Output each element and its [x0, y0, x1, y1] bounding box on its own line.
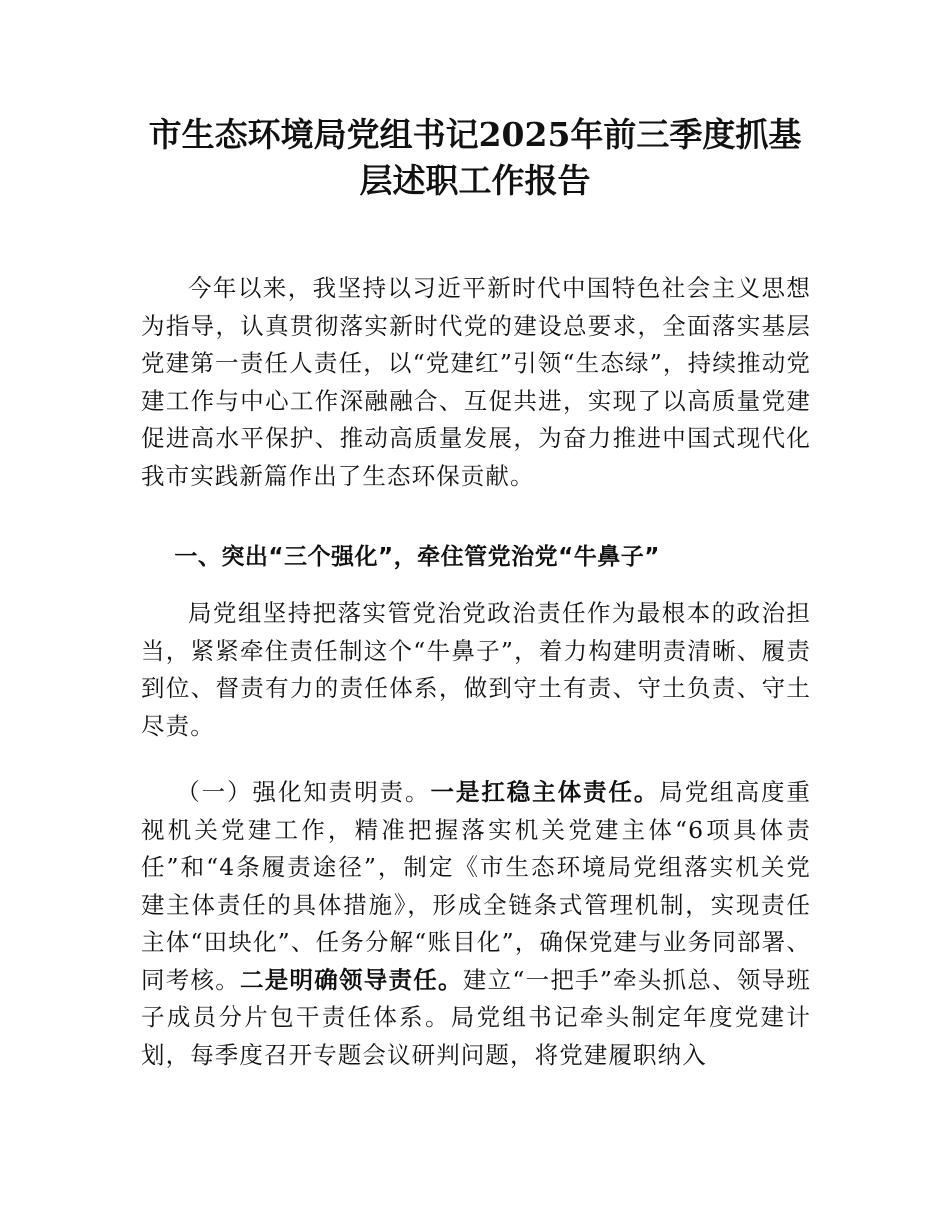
point-1-heading: 一是扛稳主体责任。 [430, 778, 660, 806]
point-1-text: 局党组高度重视机关党建工作，精准把握落实机关党建主体“6项具体责任”和“4条履责途径”，制定《市生态环境局党组落实机关党建主体责任的具体措施》，形成全链条式管理机制，实现责任主体“田块化”、任务分解“账目化”，确保党建与业务同部署、同考核。 [141, 778, 812, 994]
document-title [120, 112, 830, 204]
point-2-text: 建立“一把手”牵头抓总、领导班子成员分片包干责任体系。局党组书记牵头制定年度党建计划，每季度召开专题会议研判问题，将党建履职纳入 [141, 965, 811, 1069]
section-heading-1: 一、突出“三个强化”，牵住管党治党“牛鼻子” [174, 544, 660, 570]
subsection-label: （一）强化知责明责。 [176, 778, 431, 806]
intro-paragraph: 今年以来，我坚持以习近平新时代中国特色社会主义思想为指导，认真贯彻落实新时代党的建设总要求，全面落实基层党建第一责任人责任，以“党建红”引领“生态绿”，持续推动党建工作与中心工作深融融合、互促共进，实现了以高质量党建促进高水平保护、推动高质量发展，为奋力推进中国式现代化我市实践新篇作出了生态环保贡献。 [141, 274, 811, 490]
title-line-2: 层述职工作报告 [359, 161, 591, 200]
section-1-paragraph: 局党组坚持把落实管党治党政治责任作为最根本的政治担当，紧紧牵住责任制这个“牛鼻子”，着力构建明责清晰、履责到位、督责有力的责任体系，做到守土有责、守土负责、守土尽责。 [141, 599, 811, 740]
title-line-1: 市生态环境局党组书记2025年前三季度抓基 [148, 115, 802, 154]
subsection-1-paragraph [141, 774, 811, 1074]
point-2-heading: 二是明确领导责任。 [240, 965, 463, 994]
